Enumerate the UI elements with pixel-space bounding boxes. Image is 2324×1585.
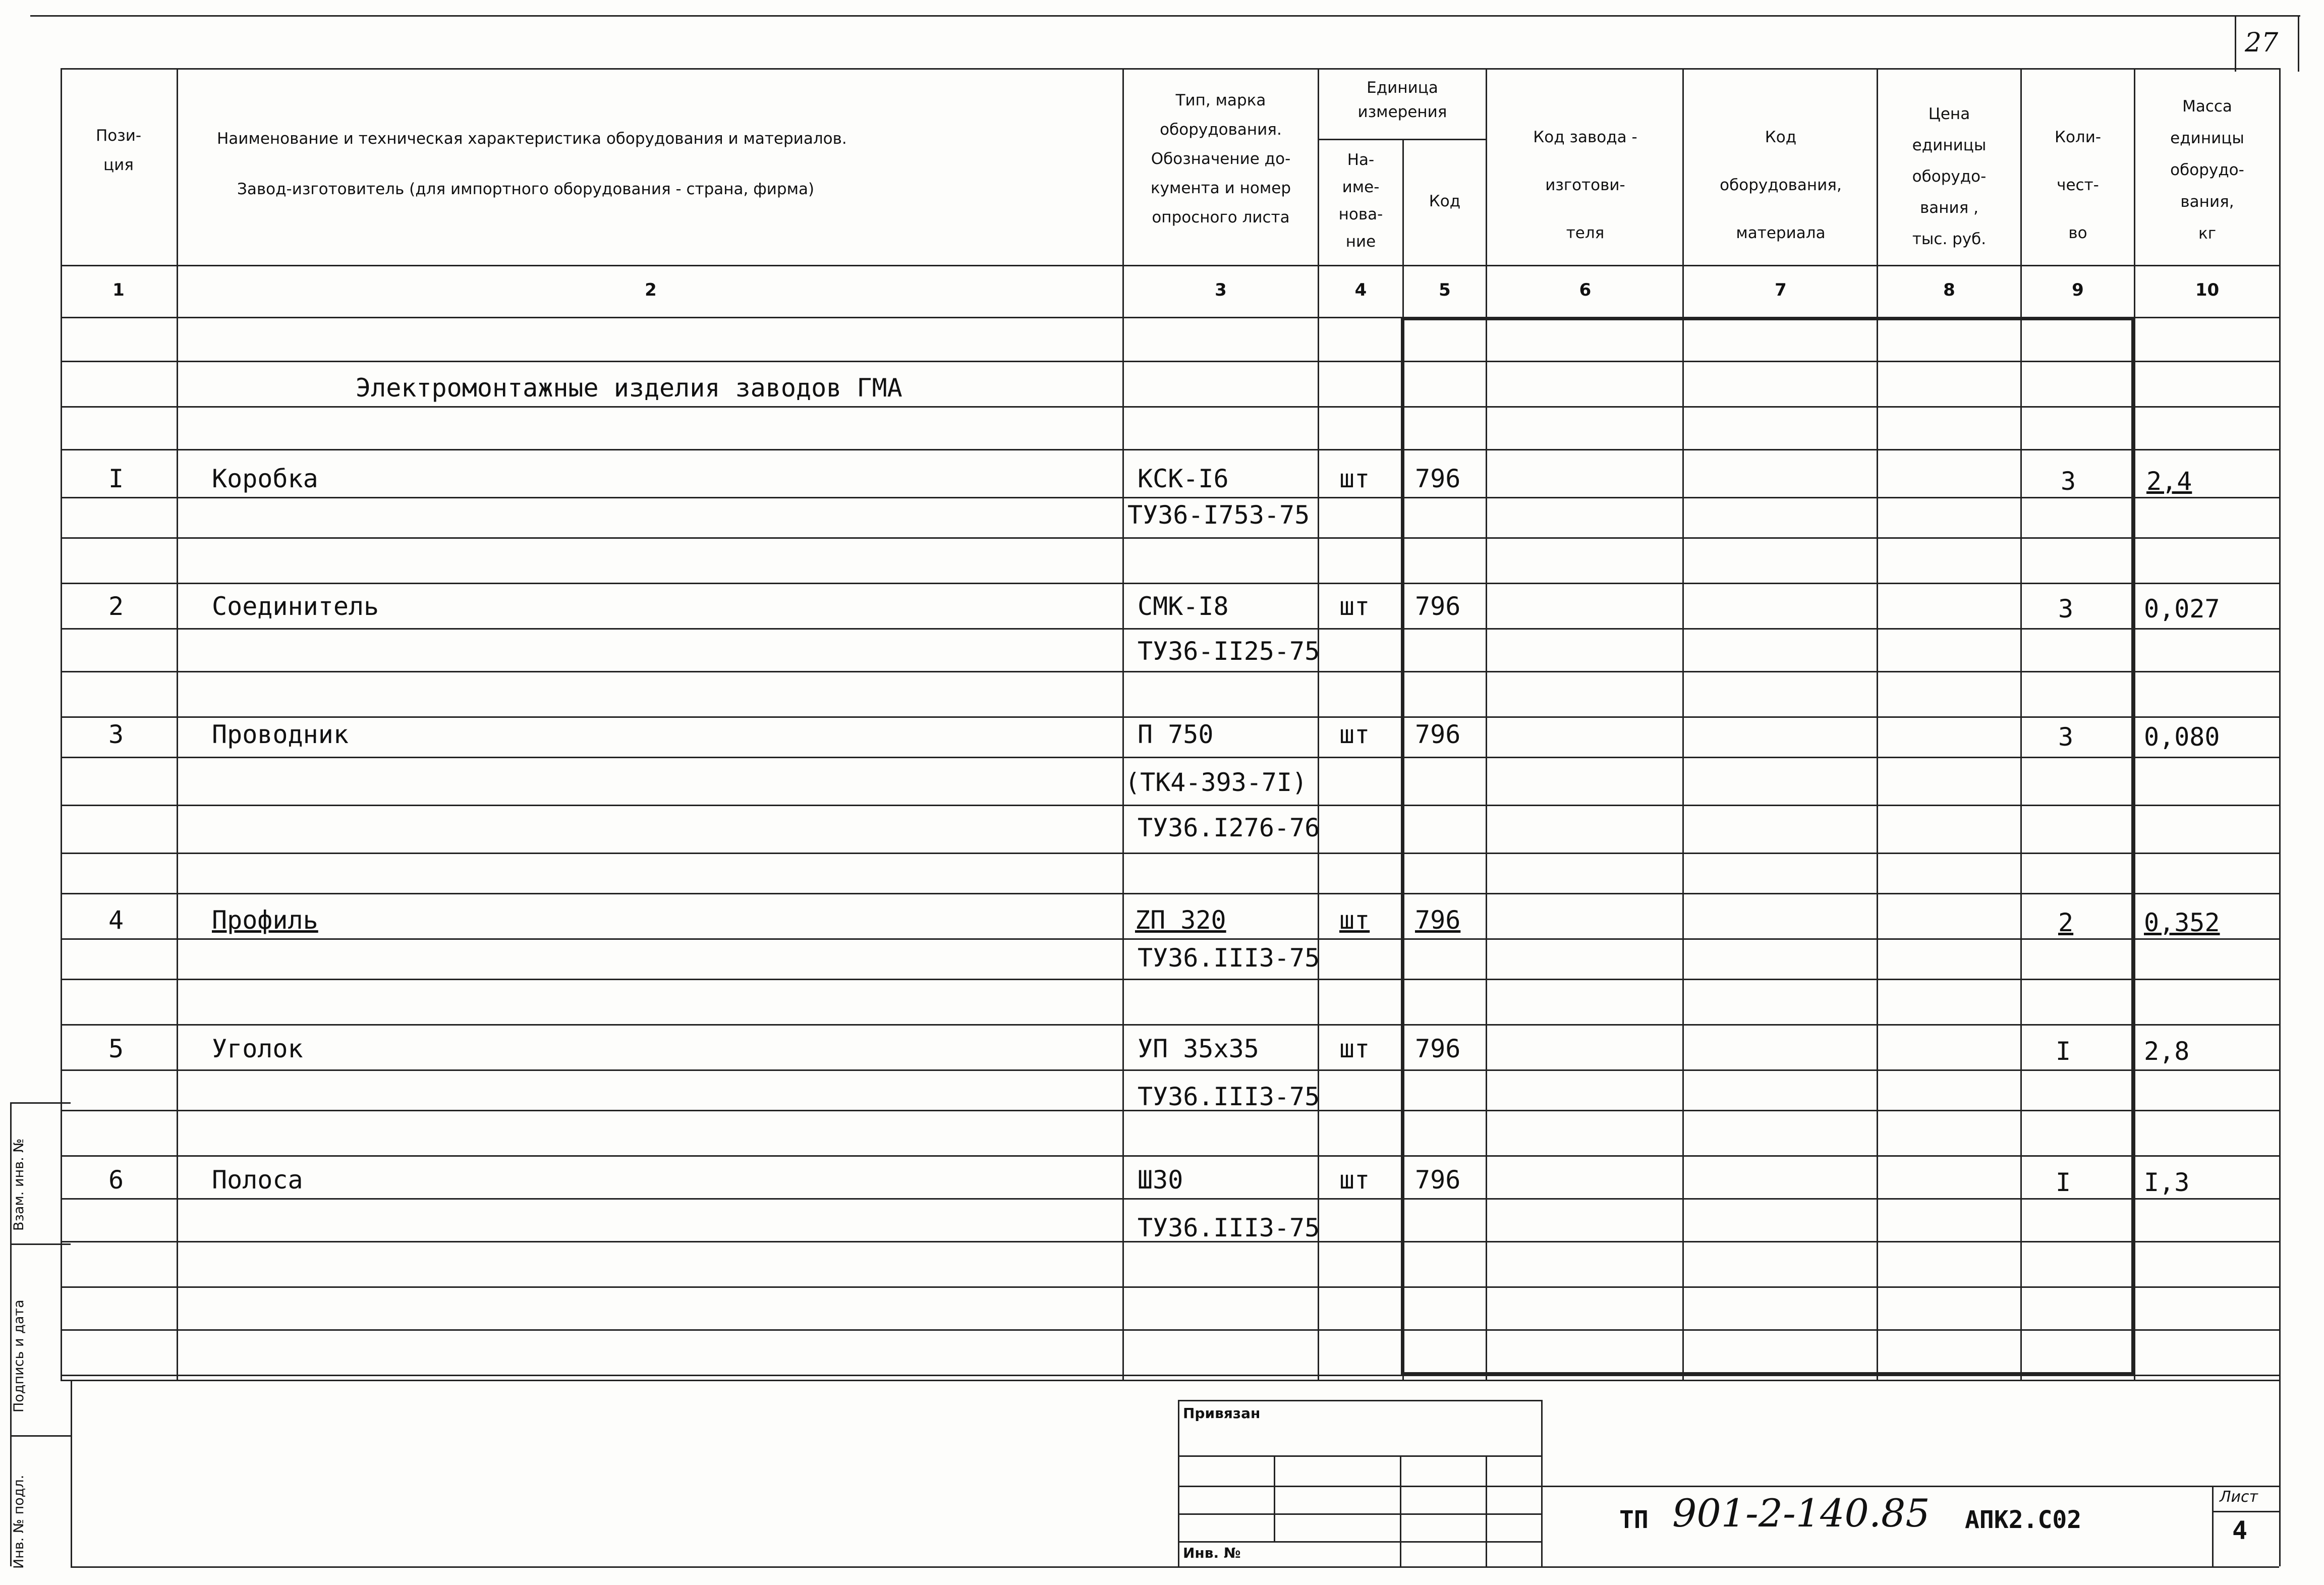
row-code: 796	[1415, 592, 1461, 621]
row-mass: 0,027	[2144, 594, 2220, 624]
row-line	[61, 449, 2279, 450]
number-row-bottom	[61, 317, 2279, 318]
row-line	[61, 361, 2279, 362]
sheet-box-divider	[2212, 1486, 2214, 1566]
col-number: 1	[112, 280, 125, 300]
row-position: 6	[108, 1165, 124, 1195]
row-mass: 2,8	[2144, 1037, 2190, 1066]
row-unit: шт	[1339, 464, 1370, 493]
row-name: Уголок	[212, 1034, 303, 1063]
unit-group-header: Единица измерения	[1357, 79, 1447, 121]
col7-header: Код оборудования, материала	[1720, 128, 1842, 242]
row-line	[61, 497, 2279, 498]
col9-header: Коли- чест- во	[2054, 128, 2102, 242]
sheet-number: 4	[2232, 1516, 2248, 1545]
col-number: 3	[1215, 280, 1227, 300]
row-line	[61, 1024, 2279, 1026]
row-unit: шт	[1339, 905, 1370, 935]
bold-frame-right	[2131, 318, 2135, 1375]
col2-header: Наименование и техническая характеристика оборудования и материалов. Завод-изготовитель (для импортного оборудования - страна, фирма)	[217, 130, 847, 198]
col8-header: Цена единицы оборудо- вания , тыс. руб.	[1912, 105, 1987, 248]
row-line	[61, 628, 2279, 630]
row-type: ТУ36-I753-75	[1127, 500, 1310, 530]
col-number: 5	[1439, 280, 1451, 300]
row-position: 3	[108, 720, 124, 749]
row-name: Профиль	[212, 905, 318, 935]
row-qty: I	[2056, 1037, 2071, 1066]
row-type: П 750	[1138, 720, 1214, 749]
col4-header: На- име- нова- ние	[1338, 151, 1383, 251]
row-code: 796	[1415, 905, 1461, 935]
side-label-signature-date: Подпись и дата	[11, 1299, 27, 1412]
row-mass: 0,080	[2144, 722, 2220, 752]
row-line	[61, 938, 2279, 940]
row-line	[61, 893, 2279, 894]
row-qty: I	[2056, 1168, 2071, 1197]
col-number: 6	[1579, 280, 1592, 300]
table-bottom-border	[61, 1380, 2279, 1381]
row-line	[61, 406, 2279, 408]
row-name: Проводник	[212, 720, 349, 749]
top-rule	[30, 15, 2300, 17]
stamp-line	[1274, 1455, 1275, 1541]
stamp-line	[1541, 1400, 1543, 1566]
unit-group-divider	[1318, 139, 1486, 140]
col5-header: Код	[1429, 192, 1461, 210]
row-unit: шт	[1339, 1165, 1370, 1195]
frame-left-lower	[71, 1380, 72, 1566]
col-number: 2	[645, 280, 657, 300]
row-qty: 3	[2058, 594, 2074, 624]
row-position: 5	[108, 1034, 124, 1063]
row-type: ТУ36.I276-76	[1138, 813, 1320, 842]
row-position: 2	[108, 592, 124, 621]
row-qty: 3	[2058, 722, 2074, 752]
row-line	[61, 1155, 2279, 1157]
row-type: ТУ36.III3-75	[1138, 1082, 1320, 1111]
stamp-inv-no: Инв. №	[1183, 1545, 1241, 1561]
row-position: 4	[108, 905, 124, 935]
row-type: КСК-I6	[1138, 464, 1229, 493]
row-qty: 2	[2058, 908, 2074, 937]
row-line	[61, 1375, 2279, 1376]
col6-header: Код завода - изготови- теля	[1533, 128, 1637, 242]
row-name: Полоса	[212, 1165, 303, 1195]
row-unit: шт	[1339, 720, 1370, 749]
row-qty: 3	[2061, 467, 2076, 496]
row-code: 796	[1415, 720, 1461, 749]
row-line	[61, 757, 2279, 758]
row-type: УП 35х35	[1138, 1034, 1259, 1063]
doc-number: 901-2-140.85	[1672, 1491, 1930, 1536]
side-strip-line	[10, 1435, 71, 1437]
row-line	[61, 671, 2279, 672]
corner-box-right	[2298, 15, 2299, 72]
stamp-line	[1178, 1400, 1179, 1566]
col-number: 8	[1943, 280, 1955, 300]
col-number: 4	[1354, 280, 1367, 300]
header-bottom	[61, 265, 2279, 266]
stamp-line	[1178, 1400, 1541, 1401]
row-type: СМК-I8	[1138, 592, 1229, 621]
frame-right-lower	[2279, 1380, 2281, 1566]
col-number: 7	[1775, 280, 1787, 300]
title-block-line	[1541, 1486, 2279, 1487]
side-strip-line	[10, 1102, 71, 1104]
doc-code: АПК2.С02	[1965, 1506, 2082, 1534]
row-type: ТУ36-II25-75	[1138, 637, 1320, 666]
col10-header: Масса единицы оборудо- вания, кг	[2170, 97, 2244, 243]
col-number: 10	[2195, 280, 2220, 300]
row-line	[61, 583, 2279, 584]
row-mass: 0,352	[2144, 908, 2220, 937]
corner-box-left	[2235, 15, 2236, 72]
row-line	[61, 805, 2279, 806]
side-label-vzam-inv: Взам. инв. №	[11, 1138, 27, 1231]
col-number: 9	[2072, 280, 2084, 300]
row-type: ТУ36.III3-75	[1138, 1213, 1320, 1242]
row-mass: 2,4	[2146, 467, 2192, 496]
row-mass: I,3	[2144, 1168, 2190, 1197]
bold-frame-left	[1401, 318, 1404, 1375]
table-right-border	[2279, 68, 2281, 1380]
row-unit: шт	[1339, 592, 1370, 621]
row-type: ШЗ0	[1138, 1165, 1183, 1195]
row-name: Соединитель	[212, 592, 379, 621]
stamp-privyazan: Привязан	[1183, 1405, 1261, 1422]
corner-sheet-number: 27	[2245, 28, 2279, 58]
row-type: ТУ36.III3-75	[1138, 943, 1320, 973]
row-line	[61, 1198, 2279, 1200]
row-line	[61, 979, 2279, 980]
side-label-inv-podl: Инв. № подл.	[11, 1475, 27, 1569]
row-type: (ТК4-393-7I)	[1125, 768, 1308, 797]
row-code: 796	[1415, 464, 1461, 493]
row-code: 796	[1415, 1165, 1461, 1195]
side-strip-line	[10, 1243, 71, 1245]
row-position: I	[108, 464, 124, 493]
doc-prefix: ТП	[1619, 1506, 1649, 1534]
row-line	[61, 853, 2279, 854]
row-line	[61, 1069, 2279, 1071]
col1-header: Пози- ция	[95, 127, 142, 174]
row-line	[61, 1329, 2279, 1331]
stamp-line	[1400, 1455, 1401, 1566]
sheet-label: Лист	[2220, 1488, 2258, 1506]
row-line	[61, 1286, 2279, 1288]
row-line	[61, 537, 2279, 539]
table-top-border	[61, 68, 2279, 70]
row-name: Коробка	[212, 464, 318, 493]
section-title: Электромонтажные изделия заводов ГМА	[356, 373, 902, 403]
row-line	[61, 716, 2279, 718]
sheet-box-line	[2212, 1511, 2279, 1512]
frame-bottom	[71, 1566, 2279, 1568]
row-unit: шт	[1339, 1034, 1370, 1063]
row-code: 796	[1415, 1034, 1461, 1063]
row-type: ZП 320	[1135, 905, 1226, 935]
col3-header: Тип, марка оборудования. Обозначение до- кумента и номер опросного листа	[1150, 91, 1291, 227]
stamp-line	[1486, 1455, 1487, 1566]
